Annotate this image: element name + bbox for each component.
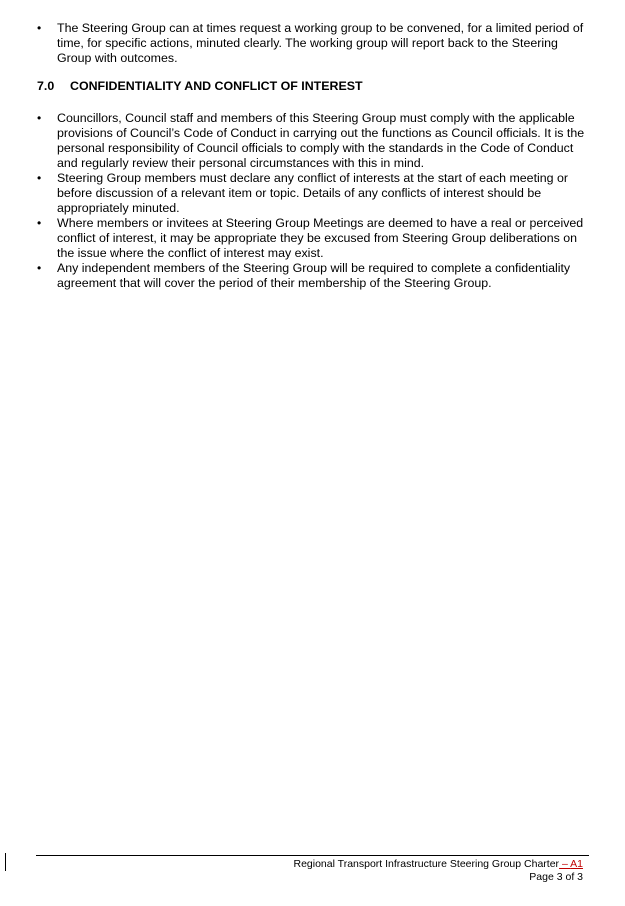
bullet-icon: • — [37, 111, 42, 125]
list-item-text: Steering Group members must declare any conflict of interests at the start of each meeting or before discussion of a relevant item or topic. Details of any conflicts of interest should be appropriately minuted. — [57, 171, 569, 215]
list-item — [37, 216, 589, 261]
confidentiality-list — [37, 111, 589, 291]
list-item — [37, 21, 587, 66]
working-group-list — [37, 21, 587, 66]
section-number: 7.0 — [37, 79, 55, 93]
footer-doc-title: Regional Transport Infrastructure Steering Group Charter — [293, 858, 560, 870]
footer-revision-separator: – — [559, 858, 571, 870]
section-title: CONFIDENTIALITY AND CONFLICT OF INTEREST — [70, 79, 363, 93]
list-item-text: Any independent members of the Steering Group will be required to complete a confidentiality agreement that will cover the period of their membership of the Steering Group. — [57, 261, 571, 290]
list-item — [37, 111, 589, 171]
page-footer — [294, 858, 584, 883]
footer-page-number: Page 3 of 3 — [529, 870, 583, 883]
list-item-text: Councillors, Council staff and members of this Steering Group must comply with the applicable provisions of Council’s Code of Conduct in carrying out the functions as Council officials. It is the personal responsibility of Council officials to comply with the standards in the Code of Conduct and regularly review their personal circumstances with this in mind. — [57, 111, 585, 170]
section-heading — [37, 79, 363, 94]
list-item — [37, 171, 589, 216]
list-item-text: The Steering Group can at times request a working group to be convened, for a limited period of time, for specific actions, minuted clearly. The working group will report back to the Steering Group with outcomes. — [57, 21, 584, 65]
bullet-icon: • — [37, 171, 42, 185]
bullet-icon: • — [37, 216, 42, 230]
bullet-icon: • — [37, 261, 42, 275]
bullet-icon: • — [37, 21, 42, 35]
list-item — [37, 261, 589, 291]
footer-divider — [36, 855, 589, 856]
footer-doc-line — [294, 858, 584, 871]
list-item-text: Where members or invitees at Steering Group Meetings are deemed to have a real or perceived conflict of interest, it may be appropriate they be excused from Steering Group deliberations on the issue where the conflict of interest may exist. — [57, 216, 584, 260]
change-bar-mark — [5, 853, 6, 871]
footer-revision: A1 — [570, 858, 583, 870]
